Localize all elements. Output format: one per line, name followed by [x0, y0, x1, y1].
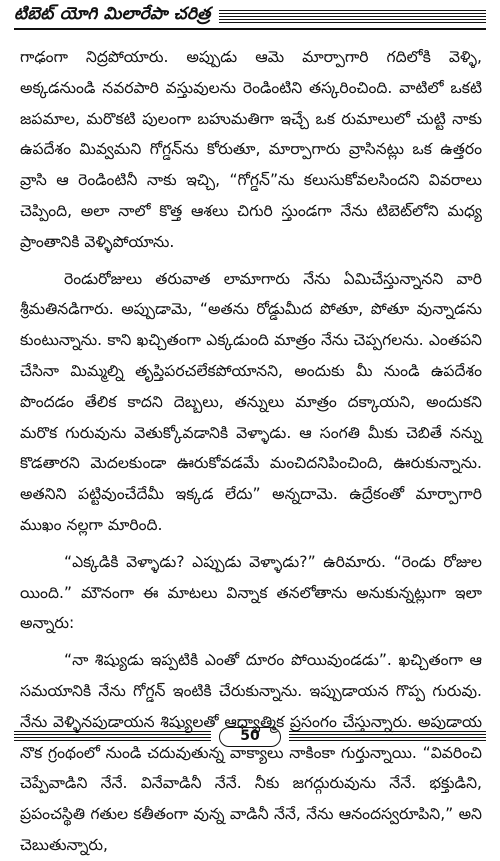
header-rule-lines [219, 10, 486, 24]
header-base-rule [14, 28, 486, 30]
footer-rule-right [289, 731, 486, 743]
page-footer [14, 727, 486, 749]
paragraph-4: “నా శిష్యుడు ఇప్పటికి ఎంతో దూరం పోయివుండడు”. ఖచ్చితంగా ఆ సమయానికి నేను గోగ్డన్ ఇంటికి చేరుకున్నాను. ఇప్పుడాయన గొప్ప గురువు. నేను వెళ్ళినపుడాయన శిష్యులతో ఆధ్యాత్మిక ప్రసంగం చేస్తున్నారు. అపుడాయ నొక గ్రంథంలో నుండి చదువుతున్న వాక్యాలు నాకింకా గుర్తున్నాయి. “వివరించి చెప్పేవాడిని నేనే. వినేవాడినీ నేనే. నీకు జగద్గురువును నేనే. భక్తుడిని, ప్రపంచస్థితి గతుల కతీతంగా వున్న వాడినీ నేనే, నేను ఆనందస్వరూపిని,” అని చెబుతున్నారు, [20, 651, 482, 854]
running-title: టిబెట్ యోగి మిలారేపా చరిత్ర [14, 4, 211, 24]
paragraph-2: రెండురోజులు తరువాత లామాగారు నేను ఏమిచేస్తున్నానని వారి శ్రీమతినడిగారు. అప్పుడామె, “అతను రోడ్డుమీద పోతూ, పోతూ వున్నాడను కుంటున్నాను. కాని ఖచ్చితంగా ఎక్కడుంది మాత్రం నేను చెప్పగలను. ఎంతపని చేసినా మిమ్మల్ని తృప్తిపరచలేకపోయానని, అందుకు మీ నుండి ఉపదేశం పొందడం తేలిక కాదని దెబ్బలు, తన్నులు మాత్రం దక్కాయని, అందుకని మరొక గురువును వెతుక్కోవడానికి వెళ్ళాడు. ఆ సంగతి మీకు చెబితే నన్ను కొడతారని మెదలకుండా ఊరుకోవడమే మంచిదనిపించింది, ఊరుకున్నాను. అతనిని పట్టివుంచేదేమీ ఇక్కడ లేదు” అన్నదామె. ఉద్రేకంతో మార్పాగారి ముఖం నల్లగా మారింది. [20, 269, 482, 534]
paragraph-3: “ఎక్కడికి వెళ్ళాడు? ఎప్పుడు వెళ్ళాడు?” ఉరిమారు. “రెండు రోజుల యింది.” మౌనంగా ఈ మాటలు విన్నాక తనలోతాను అనుకున్నట్లుగా ఇలా అన్నారు: [20, 552, 482, 633]
running-header [14, 4, 486, 30]
page-number: 50 [219, 727, 281, 747]
footer-rule-left [14, 731, 211, 743]
paragraph-1: గాఢంగా నిద్రపోయారు. అప్పుడు ఆమె మార్పాగారి గదిలోకి వెళ్ళి, అక్కడనుండి నవరపారి వస్తువులను రెండింటిని తస్కరించింది. వాటిలో ఒకటి జపమాల, మరొకటి పులంగా బహుమతిగా ఇచ్చే ఒక రుమాలులో చుట్టి నాకు ఉపదేశం మివ్వమని గోగ్డన్‌ను కోరుతూ, మార్పాగారు వ్రాసినట్లు ఒక ఉత్తరం వ్రాసి ఆ రెండింటినీ నాకు ఇచ్చి, “గోగ్డన్”ను కలుసుకోవలసిందని వివరాలు చెప్పింది, అలా నాలో కొత్త ఆశలు చిగురి స్తుండగా నేను టిబెట్‌లోని మధ్య ప్రాంతానికి వెళ్ళిపోయాను. [20, 48, 482, 251]
